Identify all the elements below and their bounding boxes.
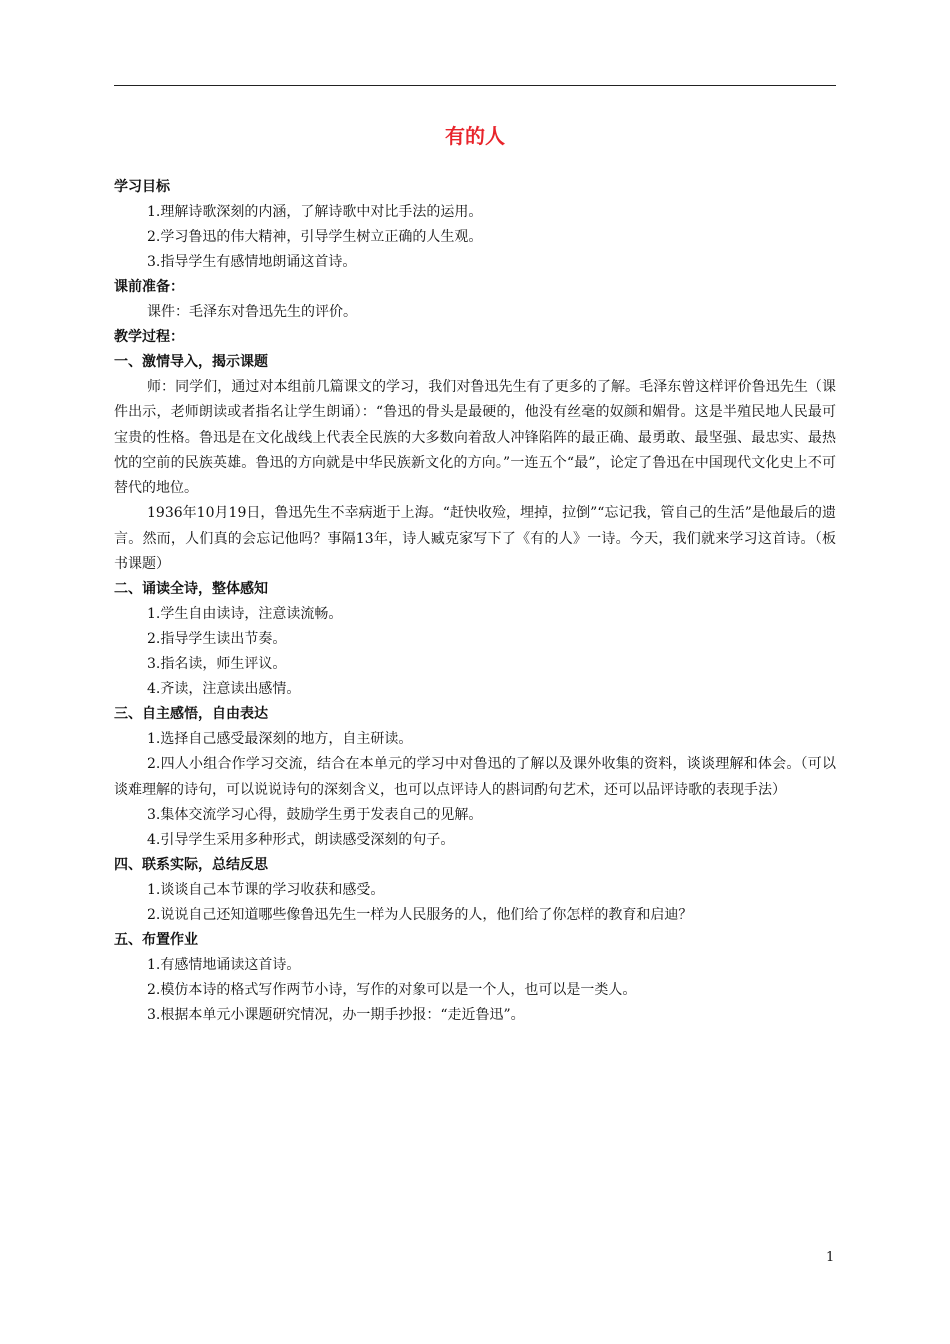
- part2-item-1: 1.学生自由读诗，注意读流畅。: [147, 606, 343, 623]
- part2-item-4: 4.齐读，注意读出感情。: [147, 681, 301, 698]
- page-number: 1: [826, 1250, 835, 1265]
- part2-item-3: 3.指名读，师生评议。: [147, 656, 287, 673]
- part2-item-2: 2.指导学生读出节奏。: [147, 631, 287, 648]
- section-heading-part2: 二、诵读全诗，整体感知: [114, 581, 268, 598]
- section-heading-process: 教学过程：: [114, 329, 184, 345]
- document-body: [114, 175, 836, 1028]
- part5-item-3: 3.根据本单元小课题研究情况，办一期手抄报：“走近鲁迅”。: [147, 1006, 525, 1023]
- part4-item-1: 1.谈谈自己本节课的学习收获和感受。: [147, 881, 385, 898]
- part1-paragraph-1: 师：同学们，通过对本组前几篇课文的学习，我们对鲁迅先生有了更多的了解。毛泽东曾这样评价鲁迅先生（课件出示，老师朗读或者指名让学生朗诵）：“鲁迅的骨头是最硬的，他没有丝毫的奴颜和媚骨。这是半殖民地人民最可宝贵的性格。鲁迅是在文化战线上代表全民族的大多数向着敌人冲锋陷阵的最正确、最勇敢、最坚强、最忠实、最热忱的空前的民族英雄。鲁迅的方向就是中华民族新文化的方向。”一连五个“最”，论定了鲁迅在中国现代文化史上不可替代的地位。: [114, 379, 836, 497]
- part5-item-1: 1.有感情地诵读这首诗。: [147, 956, 301, 973]
- part3-item-3: 3.集体交流学习心得，鼓励学生勇于发表自己的见解。: [147, 806, 483, 823]
- part3-paragraph-2: 2.四人小组合作学习交流，结合在本单元的学习中对鲁迅的了解以及课外收集的资料，谈谈理解和体会。（可以谈难理解的诗句，可以说说诗句的深刻含义，也可以点评诗人的斟词酌句艺术，还可以品评诗歌的表现手法）: [114, 756, 836, 798]
- goal-item-2: 2.学习鲁迅的伟大精神，引导学生树立正确的人生观。: [147, 229, 483, 245]
- part4-item-2: 2.说说自己还知道哪些像鲁迅先生一样为人民服务的人，他们给了你怎样的教育和启迪？: [147, 906, 693, 923]
- part1-paragraph-2: 1936年10月19日，鲁迅先生不幸病逝于上海。“赶快收殓，埋掉，拉倒”“忘记我，管自己的生活”是他最后的遗言。然而，人们真的会忘记他吗？事隔13年，诗人臧克家写下了《有的人》一诗。今天，我们就来学习这首诗。（板书课题）: [114, 505, 836, 573]
- part3-item-1: 1.选择自己感受最深刻的地方，自主研读。: [147, 731, 413, 748]
- goal-item-1: 1.理解诗歌深刻的内涵，了解诗歌中对比手法的运用。: [147, 204, 483, 220]
- section-heading-goals: 学习目标: [114, 179, 170, 195]
- part5-item-2: 2.模仿本诗的格式写作两节小诗，写作的对象可以是一个人，也可以是一类人。: [147, 981, 637, 998]
- section-heading-part5: 五、布置作业: [114, 931, 198, 948]
- prep-item-1: 课件：毛泽东对鲁迅先生的评价。: [147, 304, 357, 320]
- section-heading-part1: 一、激情导入，揭示课题: [114, 354, 268, 370]
- document-title: 有的人: [445, 124, 505, 148]
- goal-item-3: 3.指导学生有感情地朗诵这首诗。: [147, 254, 357, 270]
- section-heading-part3: 三、自主感悟，自由表达: [114, 706, 268, 723]
- section-heading-part4: 四、联系实际，总结反思: [114, 856, 268, 873]
- header-rule: [114, 85, 836, 86]
- part3-item-4: 4.引导学生采用多种形式，朗读感受深刻的句子。: [147, 831, 455, 848]
- section-heading-prep: 课前准备：: [114, 279, 184, 295]
